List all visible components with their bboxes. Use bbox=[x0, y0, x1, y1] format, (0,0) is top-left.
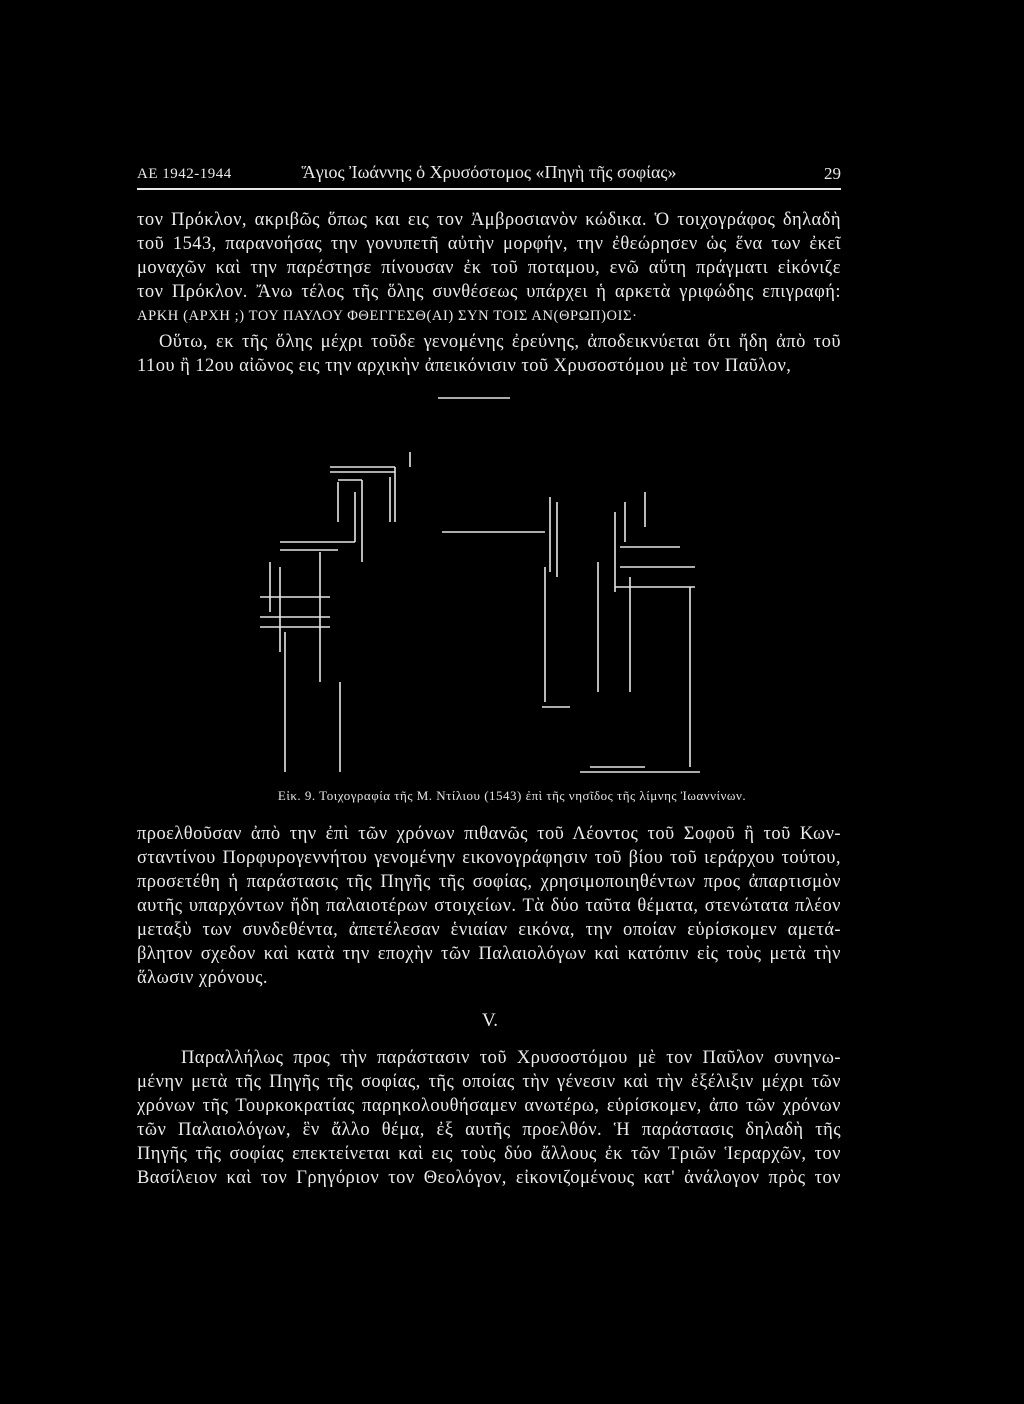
text-line: τοῦ 1543, παρανοήσας την γονυπετῆ αὐτὴν μορφήν, την ἐθεώρησεν ὡς ἕνα των ἐκεῖ bbox=[137, 234, 841, 254]
text-line: μένην μετὰ τῆς Πηγῆς τῆς σοφίας, τῆς οποίας τὴν γένεσιν καὶ τὴν ἐξέλιξιν μέχρι τῶν bbox=[137, 1072, 841, 1092]
section-heading: V. bbox=[481, 1010, 499, 1031]
page-number: 29 bbox=[824, 164, 841, 183]
fresco-line-drawing bbox=[250, 392, 710, 782]
text-line: Πηγῆς τῆς σοφίας επεκτείνεται καὶ εις τοὺς δύο ἄλλους ἐκ τῶν Τριῶν Ἱεραρχῶν, τον bbox=[137, 1144, 841, 1164]
text-line: προσετέθη ἡ παράστασις τῆς Πηγῆς τῆς σοφίας, χρησιμοποιηθέντων προς ἀπαρτισμὸν bbox=[137, 872, 841, 892]
paragraph-4 bbox=[137, 1046, 841, 1190]
text-line: Οὕτω, εκ τῆς ὅλης μέχρι τοῦδε γενομένης ἐρεύνης, ἀποδεικνύεται ὅτι ἤδη ἀπὸ τοῦ bbox=[159, 332, 841, 352]
paragraph-2 bbox=[137, 330, 841, 378]
running-title: Ἅγιος Ἰωάννης ὁ Χρυσόστομος «Πηγὴ τῆς σοφίας» bbox=[301, 162, 677, 182]
text-line: τῶν Παλαιολόγων, ἓν ἄλλο θέμα, ἐξ αυτῆς προελθόν. Ἡ παράστασις δηλαδὴ τῆς bbox=[137, 1120, 841, 1140]
text-line: χρόνων τῆς Τουρκοκρατίας παρηκολουθήσαμεν ανωτέρω, εὑρίσκομεν, ἀπο τῶν χρόνων bbox=[137, 1096, 841, 1116]
text-line: μοναχῶν καὶ την παρέστησε πίνουσαν ἐκ τοῦ ποταμου, ενῶ αὕτη πράγματι εἰκόνιζε bbox=[137, 258, 841, 278]
text-line: Βασίλειον καὶ τον Γρηγόριον τον Θεολόγον, εἰκονιζομένους κατ' ἀνάλογον πρὸς τον bbox=[137, 1168, 841, 1188]
paragraph-3 bbox=[137, 822, 841, 990]
text-line: μεταξὺ των συνδεθέντα, ἀπετέλεσαν ἑνιαίαν εικόνα, την οποίαν εὑρίσκομεν αμετά- bbox=[137, 920, 841, 940]
text-line: ἅλωσιν χρόνους. bbox=[137, 968, 268, 988]
text-line: 11ου ἢ 12ου αἰῶνος εις την αρχικὴν ἀπεικόνισιν τοῦ Χρυσοστόμου μὲ τον Παῦλον, bbox=[137, 356, 792, 376]
text-line: τον Πρόκλον. Ἄνω τέλος τῆς ὅλης συνθέσεως υπάρχει ἡ αρκετὰ γριφώδης επιγραφή: bbox=[137, 282, 841, 302]
figure-9-fresco-drawing bbox=[250, 392, 710, 782]
running-header bbox=[137, 162, 841, 190]
figure-caption: Εἰκ. 9. Τοιχογραφία τῆς Μ. Ντίλιου (1543) ἐπὶ τῆς νησῖδος τῆς λίμνης Ἰωαννίνων. bbox=[277, 788, 747, 803]
paragraph-1 bbox=[137, 208, 841, 328]
inscription-text: ΑΡΚΗ (ΑΡΧΗ ;) ΤΟΥ ΠΑΥΛΟΥ ΦΘΕΓΓΕΣΘ(ΑΙ) ΣΥΝ ΤΟΙΣ ΑΝ(ΘΡΩΠ)ΟΙΣ· bbox=[137, 308, 638, 324]
text-line: προελθοῦσαν ἀπὸ την ἐπὶ τῶν χρόνων πιθανῶς τοῦ Λέοντος τοῦ Σοφοῦ ἢ τοῦ Κων- bbox=[137, 824, 841, 844]
text-line: Παραλλήλως προς τὴν παράστασιν τοῦ Χρυσοστόμου μὲ τον Παῦλον συνηνω- bbox=[181, 1048, 841, 1068]
text-line: αυτῆς υπαρχόντων ἤδη παλαιοτέρων στοιχείων. Τὰ δύο ταῦτα θέματα, στενώτατα πλέον bbox=[137, 896, 841, 916]
journal-reference: ΑΕ 1942-1944 bbox=[137, 166, 232, 182]
text-line: τον Πρόκλον, ακριβῶς ὅπως και εις τον Ἀμβροσιανὸν κώδικα. Ὁ τοιχογράφος δηλαδὴ bbox=[137, 210, 841, 230]
text-line: βλητον σχεδον καὶ κατὰ την εποχὴν τῶν Παλαιολόγων καὶ κατόπιν εἰς τοὺς μετὰ τὴν bbox=[137, 944, 841, 964]
text-line: σταντίνου Πορφυρογεννήτου γενομένην εικονογράφησιν τοῦ βίου τοῦ ιεράρχου τούτου, bbox=[137, 848, 841, 868]
